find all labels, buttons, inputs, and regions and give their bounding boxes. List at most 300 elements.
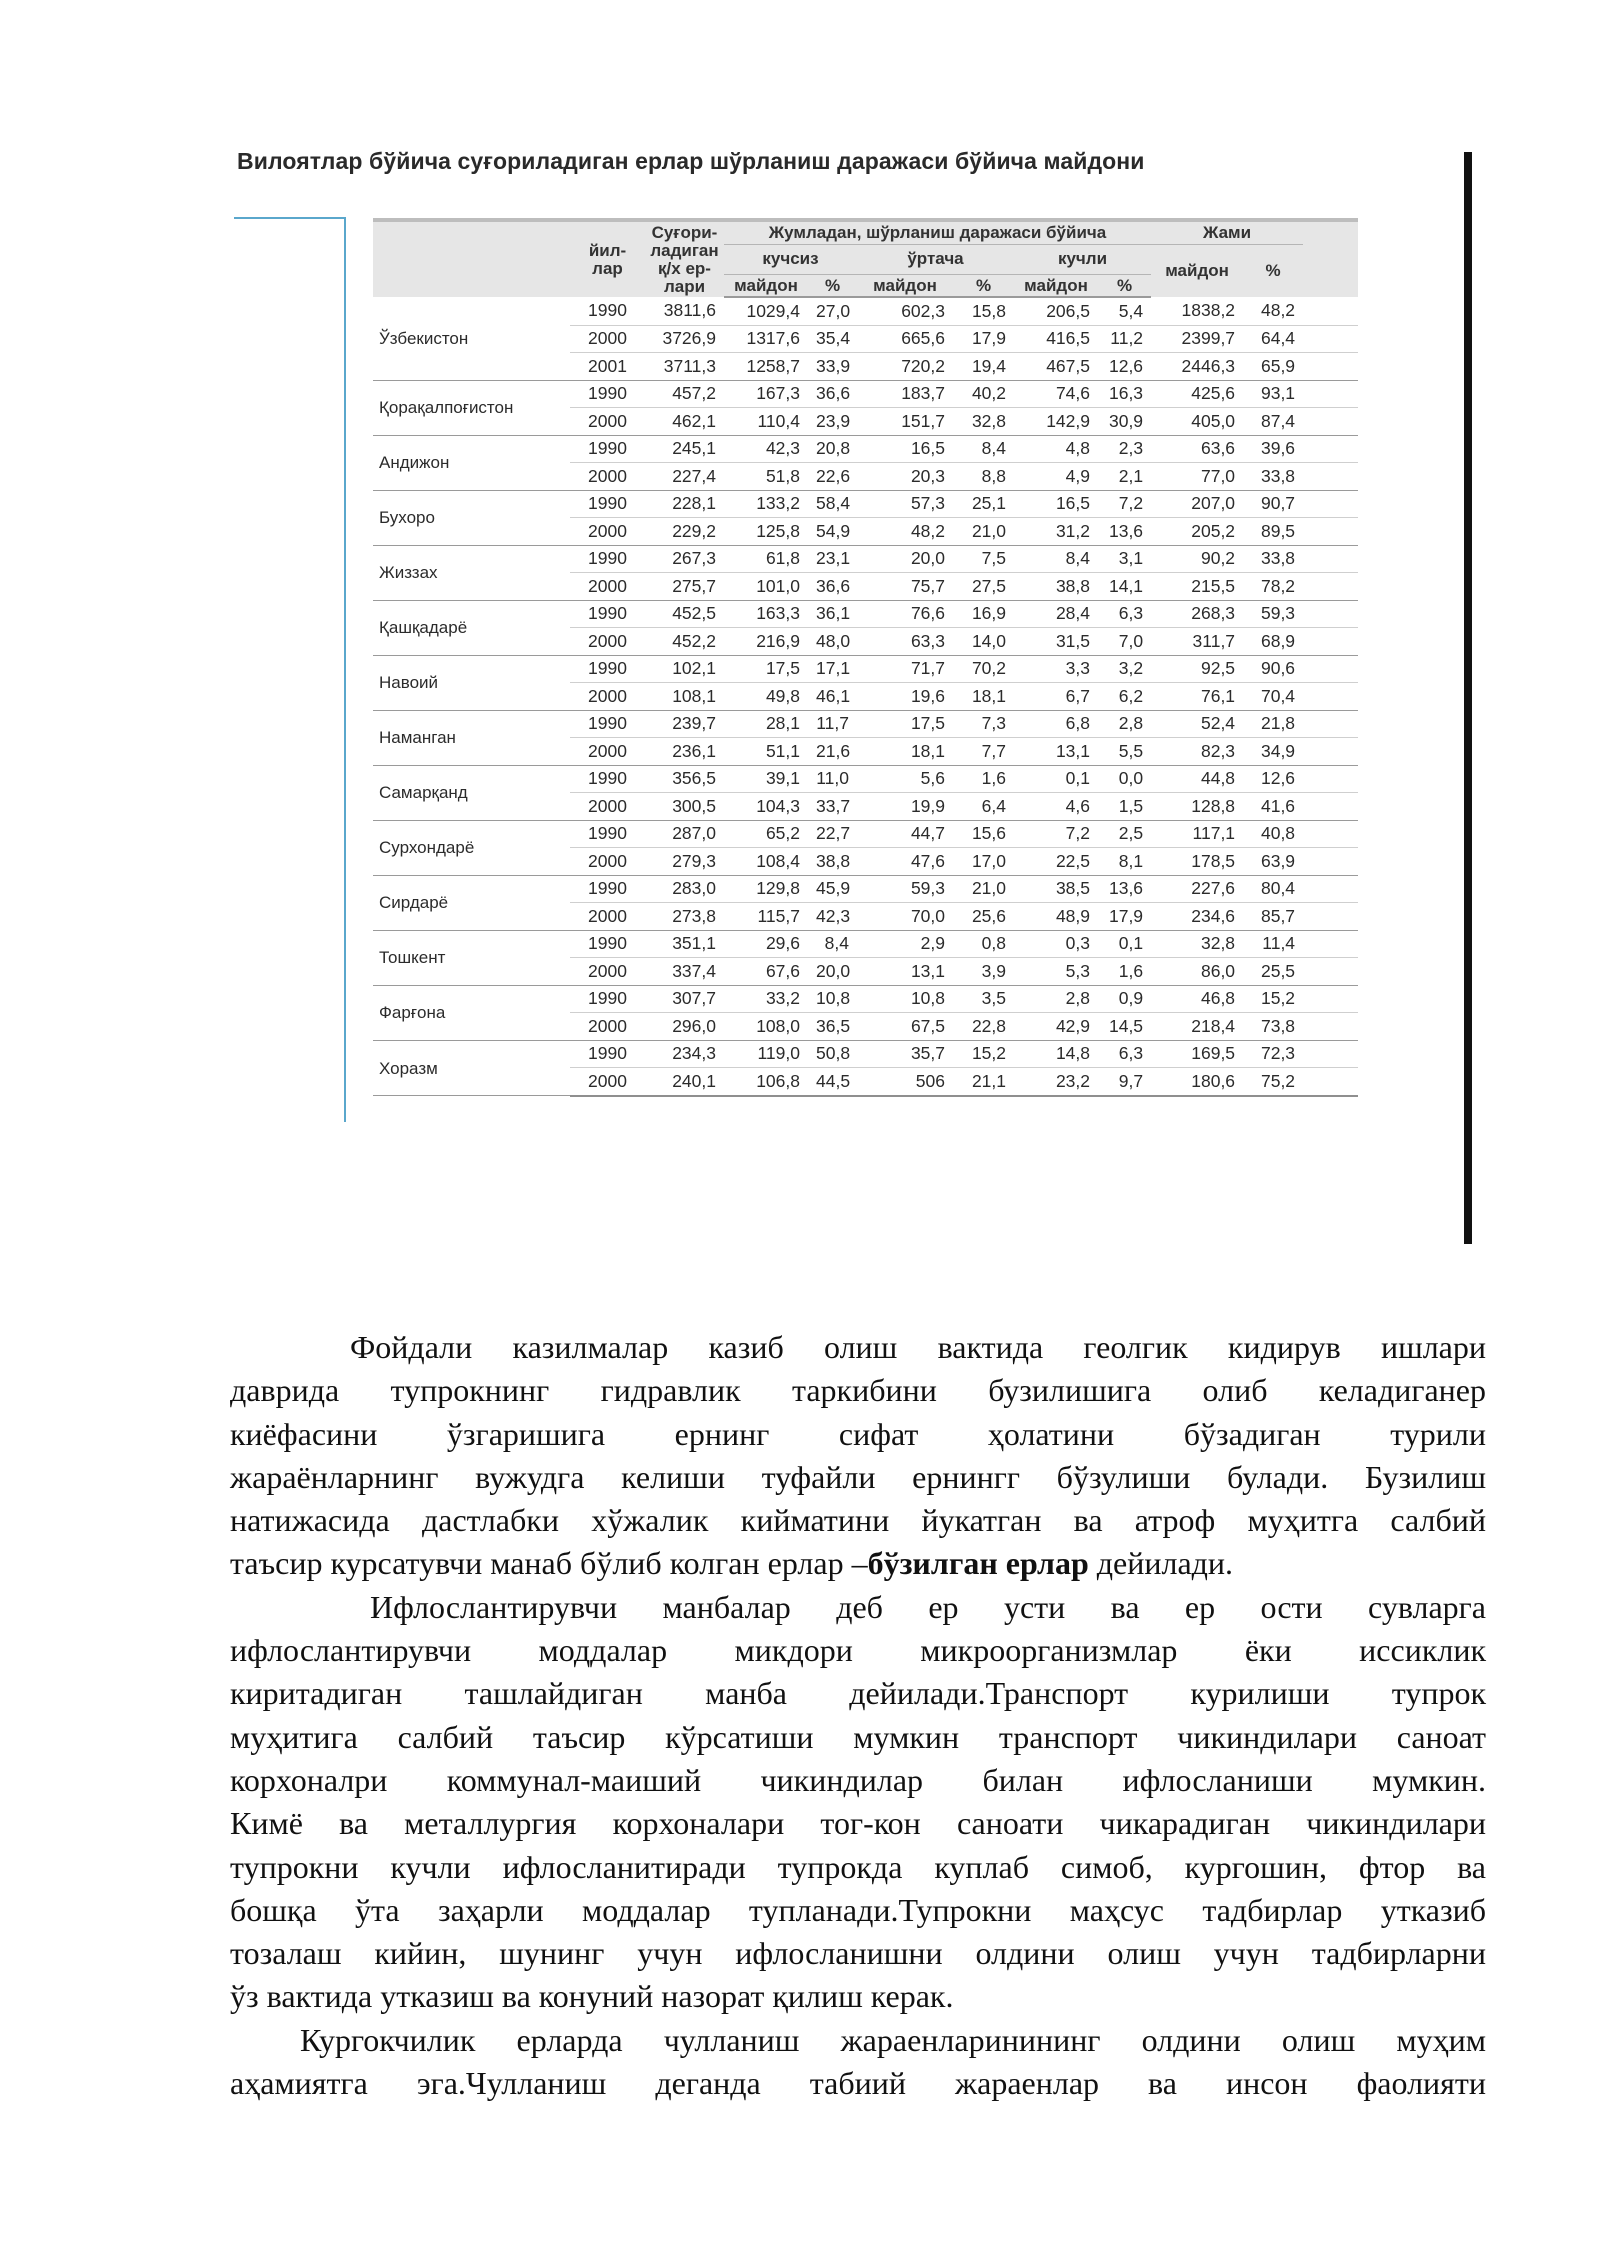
value-cell: 23,2: [1014, 1068, 1098, 1096]
side-black-bar: [1464, 152, 1472, 1244]
value-cell: 15,2: [1243, 985, 1303, 1013]
value-cell: 6,3: [1098, 1040, 1151, 1068]
value-cell: 1,6: [953, 765, 1014, 793]
value-cell: 273,8: [645, 903, 724, 931]
text-line: Кимё ва металлургия корхоналари тог-кон саноати чикарадиган чикиндилари: [230, 1805, 1486, 1842]
value-cell: 205,2: [1151, 518, 1243, 546]
value-cell: 405,0: [1151, 408, 1243, 436]
value-cell: 51,8: [724, 463, 808, 491]
blank-cell: [1303, 435, 1358, 463]
value-cell: 0,9: [1098, 985, 1151, 1013]
weak-header: кучсиз: [724, 244, 857, 274]
weak-percent-header: %: [808, 274, 857, 297]
table-row: [373, 765, 1358, 793]
value-cell: 75,2: [1243, 1068, 1303, 1096]
value-cell: 7,5: [953, 545, 1014, 573]
text-span: дейилади.: [1088, 1545, 1234, 1582]
value-cell: 48,9: [1014, 903, 1098, 931]
medium-percent-header: %: [953, 274, 1014, 297]
value-cell: 63,3: [857, 628, 953, 656]
strong-percent-header: %: [1098, 274, 1151, 297]
value-cell: 602,3: [857, 297, 953, 325]
value-cell: 245,1: [645, 435, 724, 463]
value-cell: 218,4: [1151, 1013, 1243, 1041]
value-cell: 287,0: [645, 820, 724, 848]
text-line: аҳамиятга эга.Чулланиш деганда табиий жараенлар ва инсон фаолияти: [230, 2065, 1486, 2102]
value-cell: 216,9: [724, 628, 808, 656]
blank-cell: [1303, 793, 1358, 821]
value-cell: 76,6: [857, 600, 953, 628]
paragraph-1: [230, 1326, 1486, 1586]
value-cell: 0,0: [1098, 765, 1151, 793]
value-cell: 11,7: [808, 710, 857, 738]
value-cell: 17,0: [953, 848, 1014, 876]
value-cell: 7,2: [1098, 490, 1151, 518]
value-cell: 25,5: [1243, 958, 1303, 986]
year-cell: 2000: [570, 683, 645, 711]
text-line: жараёнларнинг вужудга келиши туфайли ернингг бўзулиши булади. Бузилиш: [230, 1458, 1486, 1495]
value-cell: 16,5: [1014, 490, 1098, 518]
value-cell: 63,9: [1243, 848, 1303, 876]
value-cell: 296,0: [645, 1013, 724, 1041]
value-cell: 54,9: [808, 518, 857, 546]
text-line: тозалаш кийин, шунинг учун ифлосланишни олдини олиш учун тадбирларни: [230, 1935, 1486, 1972]
value-cell: 128,8: [1151, 793, 1243, 821]
value-cell: 33,2: [724, 985, 808, 1013]
blank-cell: [1303, 408, 1358, 436]
value-cell: 18,1: [857, 738, 953, 766]
value-cell: 42,9: [1014, 1013, 1098, 1041]
value-cell: 67,6: [724, 958, 808, 986]
value-cell: 30,9: [1098, 408, 1151, 436]
year-cell: 1990: [570, 710, 645, 738]
text-line: киритадиган ташлайдиган манба дейилади.Транспорт курилиши тупрок: [230, 1675, 1486, 1712]
value-cell: 15,2: [953, 1040, 1014, 1068]
value-cell: 5,6: [857, 765, 953, 793]
year-cell: 1990: [570, 380, 645, 408]
value-cell: 44,8: [1151, 765, 1243, 793]
text-line: тупрокни кучли ифлосланитиради тупрокда куплаб симоб, кургошин, фтор ва: [230, 1848, 1486, 1885]
year-cell: 1990: [570, 435, 645, 463]
value-cell: 133,2: [724, 490, 808, 518]
value-cell: 13,1: [1014, 738, 1098, 766]
year-cell: 2000: [570, 628, 645, 656]
value-cell: 25,1: [953, 490, 1014, 518]
value-cell: 167,3: [724, 380, 808, 408]
text-line: [230, 1542, 1486, 1585]
value-cell: 6,4: [953, 793, 1014, 821]
value-cell: 4,8: [1014, 435, 1098, 463]
value-cell: 12,6: [1098, 353, 1151, 381]
value-cell: 115,7: [724, 903, 808, 931]
value-cell: 108,1: [645, 683, 724, 711]
year-cell: 2000: [570, 408, 645, 436]
value-cell: 1838,2: [1151, 297, 1243, 325]
value-cell: 46,1: [808, 683, 857, 711]
value-cell: 20,0: [808, 958, 857, 986]
value-cell: 462,1: [645, 408, 724, 436]
value-cell: 110,4: [724, 408, 808, 436]
table-row: [373, 435, 1358, 463]
value-cell: 229,2: [645, 518, 724, 546]
paragraph-3: [230, 2019, 1486, 2106]
value-cell: 77,0: [1151, 463, 1243, 491]
value-cell: 1317,6: [724, 325, 808, 353]
text-span: таъсир курсатувчи манаб бўлиб колган ерлар –: [230, 1545, 868, 1582]
value-cell: 234,6: [1151, 903, 1243, 931]
year-cell: 2000: [570, 573, 645, 601]
table-row: [373, 655, 1358, 683]
year-cell: 2000: [570, 738, 645, 766]
value-cell: 68,9: [1243, 628, 1303, 656]
value-cell: 3,2: [1098, 655, 1151, 683]
value-cell: 22,6: [808, 463, 857, 491]
value-cell: 3,5: [953, 985, 1014, 1013]
value-cell: 38,5: [1014, 875, 1098, 903]
value-cell: 416,5: [1014, 325, 1098, 353]
value-cell: 228,1: [645, 490, 724, 518]
value-cell: 2,9: [857, 930, 953, 958]
value-cell: 207,0: [1151, 490, 1243, 518]
value-cell: 1029,4: [724, 297, 808, 325]
region-name: Сирдарё: [373, 875, 570, 930]
value-cell: 44,5: [808, 1068, 857, 1096]
value-cell: 51,1: [724, 738, 808, 766]
value-cell: 22,8: [953, 1013, 1014, 1041]
year-cell: 2000: [570, 958, 645, 986]
years-header: йил- лар: [570, 220, 645, 297]
region-header: [373, 220, 570, 297]
value-cell: 11,0: [808, 765, 857, 793]
value-cell: 25,6: [953, 903, 1014, 931]
value-cell: 36,5: [808, 1013, 857, 1041]
text-line: ифлослантирувчи моддалар микдори микроорганизмлар ёки иссиклик: [230, 1632, 1486, 1669]
value-cell: 21,1: [953, 1068, 1014, 1096]
value-cell: 2,1: [1098, 463, 1151, 491]
defined-term: бўзилган ерлар: [867, 1545, 1089, 1582]
text-line: бошқа ўта заҳарли моддалар тупланади.Тупрокни маҳсус тадбирлар утказиб: [230, 1891, 1486, 1928]
value-cell: 183,7: [857, 380, 953, 408]
salinity-table: [373, 218, 1358, 1097]
text-line: муҳитига салбий таъсир кўрсатиши мумкин транспорт чикиндилари саноат: [230, 1718, 1486, 1755]
value-cell: 104,3: [724, 793, 808, 821]
value-cell: 102,1: [645, 655, 724, 683]
region-name: Самарқанд: [373, 765, 570, 820]
value-cell: 33,7: [808, 793, 857, 821]
value-cell: 351,1: [645, 930, 724, 958]
value-cell: 117,1: [1151, 820, 1243, 848]
blank-cell: [1303, 903, 1358, 931]
medium-header: ўртача: [857, 244, 1014, 274]
value-cell: 425,6: [1151, 380, 1243, 408]
blank-cell: [1303, 297, 1358, 325]
value-cell: 21,0: [953, 875, 1014, 903]
value-cell: 15,6: [953, 820, 1014, 848]
value-cell: 9,7: [1098, 1068, 1151, 1096]
year-cell: 1990: [570, 545, 645, 573]
year-cell: 1990: [570, 1040, 645, 1068]
value-cell: 2,8: [1098, 710, 1151, 738]
value-cell: 42,3: [724, 435, 808, 463]
value-cell: 42,3: [808, 903, 857, 931]
strong-area-header: майдон: [1014, 274, 1098, 297]
value-cell: 3711,3: [645, 353, 724, 381]
value-cell: 57,3: [857, 490, 953, 518]
blank-cell: [1303, 738, 1358, 766]
value-cell: 40,2: [953, 380, 1014, 408]
year-cell: 1990: [570, 985, 645, 1013]
value-cell: 2,8: [1014, 985, 1098, 1013]
value-cell: 11,4: [1243, 930, 1303, 958]
value-cell: 90,6: [1243, 655, 1303, 683]
value-cell: 163,3: [724, 600, 808, 628]
value-cell: 227,6: [1151, 875, 1243, 903]
blue-frame-line: [234, 217, 346, 1122]
value-cell: 283,0: [645, 875, 724, 903]
value-cell: 356,5: [645, 765, 724, 793]
value-cell: 76,1: [1151, 683, 1243, 711]
value-cell: 63,6: [1151, 435, 1243, 463]
year-cell: 1990: [570, 875, 645, 903]
value-cell: 125,8: [724, 518, 808, 546]
value-cell: 665,6: [857, 325, 953, 353]
value-cell: 457,2: [645, 380, 724, 408]
year-cell: 2000: [570, 518, 645, 546]
table-body: [373, 297, 1358, 1096]
blank-cell: [1303, 930, 1358, 958]
value-cell: 45,9: [808, 875, 857, 903]
region-name: Наманган: [373, 710, 570, 765]
value-cell: 36,1: [808, 600, 857, 628]
value-cell: 18,1: [953, 683, 1014, 711]
value-cell: 215,5: [1151, 573, 1243, 601]
value-cell: 7,7: [953, 738, 1014, 766]
value-cell: 7,2: [1014, 820, 1098, 848]
year-cell: 2000: [570, 793, 645, 821]
value-cell: 64,4: [1243, 325, 1303, 353]
text-line: корхоналри коммунал-маиший чикиндилар билан ифлосланиши мумкин.: [230, 1761, 1486, 1798]
value-cell: 22,5: [1014, 848, 1098, 876]
text-line: ўз вактида утказиш ва конуний назорат қилиш керак.: [230, 1978, 954, 2015]
region-name: Жиззах: [373, 545, 570, 600]
value-cell: 21,8: [1243, 710, 1303, 738]
value-cell: 38,8: [808, 848, 857, 876]
value-cell: 49,8: [724, 683, 808, 711]
table-row: [373, 710, 1358, 738]
value-cell: 19,6: [857, 683, 953, 711]
value-cell: 70,0: [857, 903, 953, 931]
blank-cell: [1303, 683, 1358, 711]
value-cell: 8,4: [808, 930, 857, 958]
year-cell: 2000: [570, 463, 645, 491]
value-cell: 268,3: [1151, 600, 1243, 628]
value-cell: 92,5: [1151, 655, 1243, 683]
text-line: Ифлослантирувчи манбалар деб ер усти ва ер ости сувларга: [370, 1588, 1486, 1625]
value-cell: 129,8: [724, 875, 808, 903]
value-cell: 13,1: [857, 958, 953, 986]
value-cell: 300,5: [645, 793, 724, 821]
value-cell: 3,1: [1098, 545, 1151, 573]
value-cell: 17,5: [857, 710, 953, 738]
value-cell: 108,0: [724, 1013, 808, 1041]
table-row: [373, 875, 1358, 903]
blank-cell: [1303, 1068, 1358, 1096]
value-cell: 17,9: [953, 325, 1014, 353]
value-cell: 0,3: [1014, 930, 1098, 958]
year-cell: 2000: [570, 1068, 645, 1096]
value-cell: 32,8: [953, 408, 1014, 436]
value-cell: 20,3: [857, 463, 953, 491]
value-cell: 46,8: [1151, 985, 1243, 1013]
value-cell: 17,5: [724, 655, 808, 683]
value-cell: 14,0: [953, 628, 1014, 656]
table-row: [373, 985, 1358, 1013]
value-cell: 82,3: [1151, 738, 1243, 766]
value-cell: 307,7: [645, 985, 724, 1013]
year-cell: 2000: [570, 1013, 645, 1041]
value-cell: 5,4: [1098, 297, 1151, 325]
value-cell: 0,8: [953, 930, 1014, 958]
year-cell: 2000: [570, 848, 645, 876]
year-cell: 2000: [570, 903, 645, 931]
text-line: даврида тупрокнинг гидравлик таркибини бузилишига олиб келадиганер: [230, 1372, 1486, 1409]
region-name: Бухоро: [373, 490, 570, 545]
table-row: [373, 1040, 1358, 1068]
blank-cell: [1303, 380, 1358, 408]
value-cell: 7,3: [953, 710, 1014, 738]
blank-cell: [1303, 985, 1358, 1013]
value-cell: 7,0: [1098, 628, 1151, 656]
value-cell: 70,2: [953, 655, 1014, 683]
value-cell: 3811,6: [645, 297, 724, 325]
value-cell: 14,5: [1098, 1013, 1151, 1041]
value-cell: 58,4: [808, 490, 857, 518]
value-cell: 19,4: [953, 353, 1014, 381]
weak-area-header: майдон: [724, 274, 808, 297]
blank-cell: [1303, 875, 1358, 903]
blank-cell: [1303, 628, 1358, 656]
blank-cell: [1303, 490, 1358, 518]
blank-cell: [1303, 545, 1358, 573]
value-cell: 23,9: [808, 408, 857, 436]
value-cell: 169,5: [1151, 1040, 1243, 1068]
value-cell: 65,9: [1243, 353, 1303, 381]
value-cell: 75,7: [857, 573, 953, 601]
strong-header: кучли: [1014, 244, 1151, 274]
value-cell: 17,9: [1098, 903, 1151, 931]
value-cell: 38,8: [1014, 573, 1098, 601]
year-cell: 1990: [570, 655, 645, 683]
value-cell: 2446,3: [1151, 353, 1243, 381]
value-cell: 61,8: [724, 545, 808, 573]
value-cell: 15,8: [953, 297, 1014, 325]
value-cell: 80,4: [1243, 875, 1303, 903]
value-cell: 22,7: [808, 820, 857, 848]
text-line: натижасида дастлабки хўжалик кийматини йукатган ва атроф муҳитга салбий: [230, 1502, 1486, 1539]
value-cell: 8,4: [953, 435, 1014, 463]
year-cell: 2000: [570, 325, 645, 353]
including-header: Жумладан, шўрланиш даражаси бўйича: [724, 220, 1151, 244]
value-cell: 74,6: [1014, 380, 1098, 408]
blank-cell: [1303, 848, 1358, 876]
value-cell: 3,3: [1014, 655, 1098, 683]
value-cell: 8,8: [953, 463, 1014, 491]
medium-area-header: майдон: [857, 274, 953, 297]
value-cell: 90,7: [1243, 490, 1303, 518]
value-cell: 4,9: [1014, 463, 1098, 491]
value-cell: 279,3: [645, 848, 724, 876]
value-cell: 10,8: [857, 985, 953, 1013]
year-cell: 1990: [570, 490, 645, 518]
year-cell: 1990: [570, 297, 645, 325]
region-name: Қашқадарё: [373, 600, 570, 655]
blank-cell: [1303, 820, 1358, 848]
value-cell: 72,3: [1243, 1040, 1303, 1068]
table-row: [373, 930, 1358, 958]
value-cell: 6,8: [1014, 710, 1098, 738]
region-name: Хоразм: [373, 1040, 570, 1096]
value-cell: 27,5: [953, 573, 1014, 601]
value-cell: 29,6: [724, 930, 808, 958]
value-cell: 236,1: [645, 738, 724, 766]
value-cell: 13,6: [1098, 875, 1151, 903]
value-cell: 14,1: [1098, 573, 1151, 601]
value-cell: 39,6: [1243, 435, 1303, 463]
value-cell: 206,5: [1014, 297, 1098, 325]
value-cell: 2399,7: [1151, 325, 1243, 353]
value-cell: 6,2: [1098, 683, 1151, 711]
value-cell: 23,1: [808, 545, 857, 573]
blank-cell: [1303, 600, 1358, 628]
value-cell: 506: [857, 1068, 953, 1096]
value-cell: 8,1: [1098, 848, 1151, 876]
year-cell: 1990: [570, 600, 645, 628]
value-cell: 16,5: [857, 435, 953, 463]
value-cell: 108,4: [724, 848, 808, 876]
value-cell: 13,6: [1098, 518, 1151, 546]
value-cell: 21,6: [808, 738, 857, 766]
value-cell: 1,6: [1098, 958, 1151, 986]
blank-header-cell: [1303, 220, 1358, 297]
value-cell: 239,7: [645, 710, 724, 738]
value-cell: 275,7: [645, 573, 724, 601]
region-name: Қорақалпоғистон: [373, 380, 570, 435]
value-cell: 31,5: [1014, 628, 1098, 656]
value-cell: 240,1: [645, 1068, 724, 1096]
value-cell: 0,1: [1014, 765, 1098, 793]
table-row: [373, 490, 1358, 518]
region-name: Навоий: [373, 655, 570, 710]
blank-cell: [1303, 655, 1358, 683]
blank-cell: [1303, 958, 1358, 986]
value-cell: 11,2: [1098, 325, 1151, 353]
value-cell: 467,5: [1014, 353, 1098, 381]
value-cell: 6,3: [1098, 600, 1151, 628]
region-name: Андижон: [373, 435, 570, 490]
value-cell: 5,3: [1014, 958, 1098, 986]
value-cell: 89,5: [1243, 518, 1303, 546]
value-cell: 36,6: [808, 573, 857, 601]
value-cell: 119,0: [724, 1040, 808, 1068]
year-cell: 1990: [570, 820, 645, 848]
value-cell: 41,6: [1243, 793, 1303, 821]
blank-cell: [1303, 1013, 1358, 1041]
year-cell: 1990: [570, 930, 645, 958]
total-area-header: майдон: [1151, 244, 1243, 297]
table-row: [373, 545, 1358, 573]
value-cell: 337,4: [645, 958, 724, 986]
body-text: [230, 1326, 1486, 2105]
